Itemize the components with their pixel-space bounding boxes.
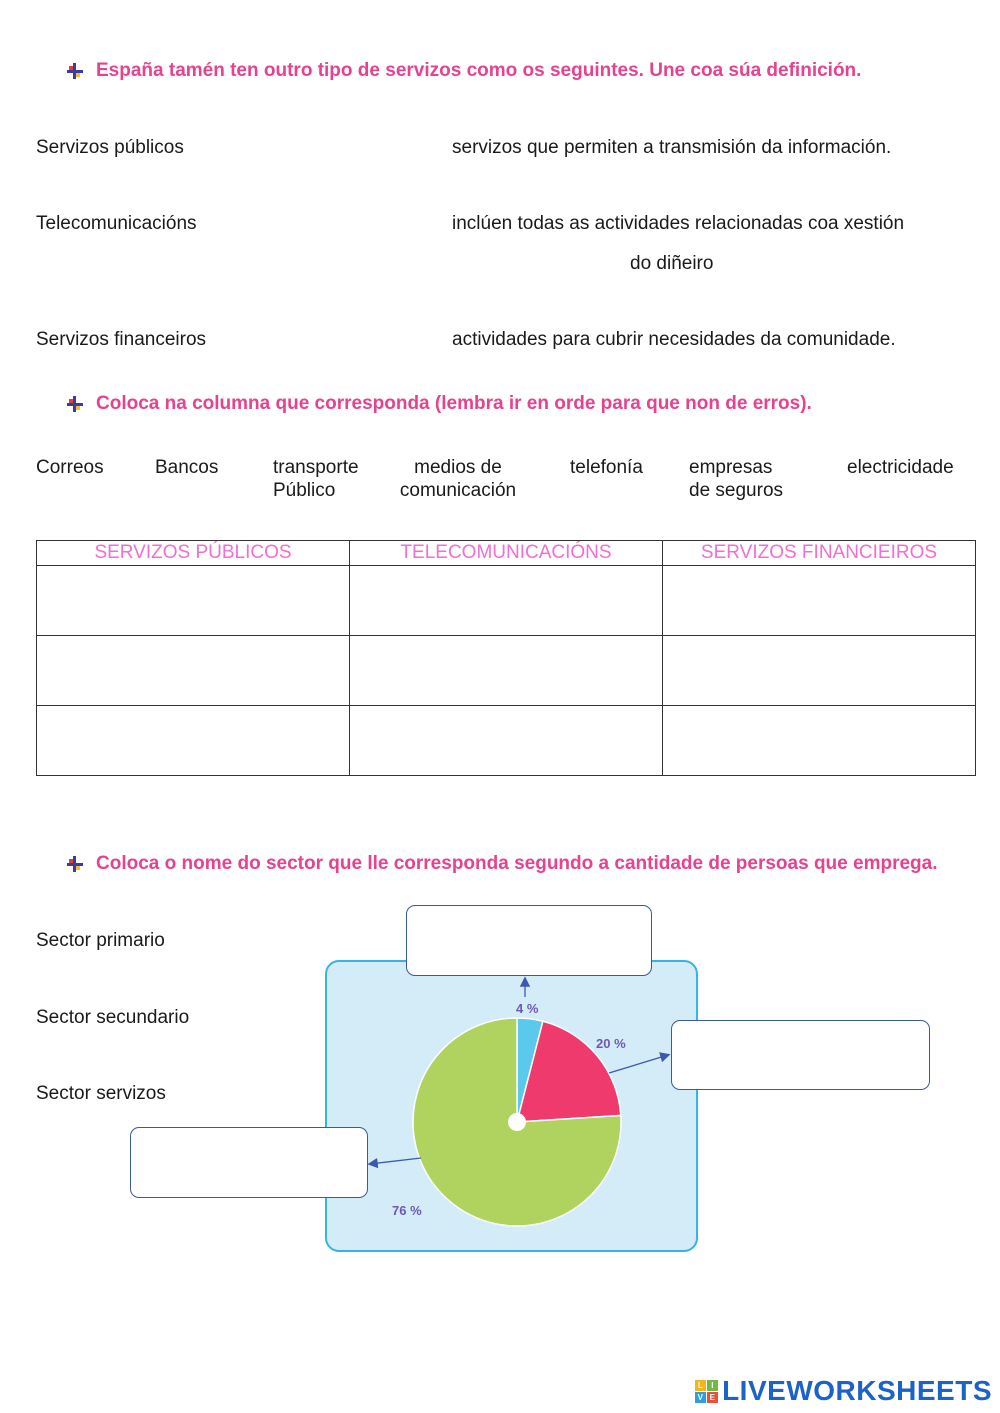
term-servizos-financeiros: Servizos financeiros bbox=[36, 329, 207, 350]
bullet-icon bbox=[66, 395, 84, 413]
word-item bbox=[689, 456, 783, 502]
header-servizos-publicos: SERVIZOS PÚBLICOS bbox=[37, 541, 350, 566]
brand-logo-cell: L bbox=[695, 1380, 706, 1391]
section2-heading-text: Coloca na columna que corresponda (lembra ir en orde para que non de erros). bbox=[96, 393, 812, 414]
word-line1: telefonía bbox=[570, 457, 643, 478]
word-item bbox=[273, 456, 359, 502]
pie-label-primary: 4 % bbox=[516, 1001, 539, 1016]
section3-heading-text: Coloca o nome do sector que lle corresponda segundo a cantidade de persoas que emprega. bbox=[96, 853, 938, 874]
bullet-icon bbox=[66, 855, 84, 873]
definition-2: inclúen todas as actividades relacionadas coa xestión bbox=[452, 213, 905, 234]
definition-3: actividades para cubrir necesidades da comunidade. bbox=[452, 329, 896, 350]
word-line1: empresas bbox=[689, 457, 773, 478]
word-item bbox=[155, 456, 218, 479]
answer-cell[interactable] bbox=[350, 566, 663, 636]
section2-heading bbox=[66, 393, 812, 415]
answer-cell[interactable] bbox=[663, 706, 976, 776]
definition-2-continued: do diñeiro bbox=[630, 253, 714, 274]
brand-logo-cell: V bbox=[695, 1392, 706, 1403]
word-line1: transporte bbox=[273, 457, 359, 478]
word-item bbox=[847, 456, 954, 479]
sorting-table bbox=[36, 540, 976, 776]
answer-box-secondary[interactable] bbox=[671, 1020, 930, 1090]
answer-cell[interactable] bbox=[663, 636, 976, 706]
sector-servizos: Sector servizos bbox=[36, 1083, 166, 1104]
answer-cell[interactable] bbox=[663, 566, 976, 636]
brand-logo-cell: E bbox=[707, 1392, 718, 1403]
section3-heading bbox=[66, 853, 937, 875]
term-servizos-publicos: Servizos públicos bbox=[36, 137, 184, 158]
pie-chart bbox=[325, 960, 698, 1252]
brand-logo-cell: I bbox=[707, 1380, 718, 1391]
answer-cell[interactable] bbox=[350, 706, 663, 776]
header-telecomunicacions: TELECOMUNICACIÓNS bbox=[350, 541, 663, 566]
table-row bbox=[37, 566, 976, 636]
definition-1: servizos que permiten a transmisión da información. bbox=[452, 137, 892, 158]
answer-cell[interactable] bbox=[350, 636, 663, 706]
word-line1: Correos bbox=[36, 457, 104, 478]
word-line2: comunicación bbox=[399, 480, 517, 501]
pie-label-secondary: 20 % bbox=[596, 1036, 626, 1051]
pie-label-services: 76 % bbox=[392, 1203, 422, 1218]
word-line1: electricidade bbox=[847, 457, 954, 478]
section1-heading bbox=[66, 60, 861, 82]
answer-box-services[interactable] bbox=[130, 1127, 368, 1198]
word-line2: Público bbox=[273, 480, 336, 501]
answer-cell[interactable] bbox=[37, 566, 350, 636]
bullet-icon bbox=[66, 62, 84, 80]
header-servizos-financeiros: SERVIZOS FINANCIEIROS bbox=[663, 541, 976, 566]
pie-center bbox=[508, 1113, 526, 1131]
word-item bbox=[570, 456, 643, 479]
word-item bbox=[36, 456, 104, 479]
answer-cell[interactable] bbox=[37, 636, 350, 706]
brand-name: LIVEWORKSHEETS bbox=[722, 1375, 992, 1406]
answer-cell[interactable] bbox=[37, 706, 350, 776]
section1-heading-text: España tamén ten outro tipo de servizos como os seguintes. Une coa súa definición. bbox=[96, 60, 862, 81]
table-row bbox=[37, 706, 976, 776]
word-line2: de seguros bbox=[689, 480, 784, 501]
liveworksheets-brand bbox=[695, 1375, 992, 1407]
term-telecomunicacions: Telecomunicacións bbox=[36, 213, 197, 234]
table-row bbox=[37, 636, 976, 706]
word-item bbox=[392, 456, 524, 502]
word-line1: medios de bbox=[414, 457, 502, 478]
sector-secundario: Sector secundario bbox=[36, 1007, 190, 1028]
answer-box-primary[interactable] bbox=[406, 905, 652, 976]
brand-logo-icon bbox=[695, 1380, 718, 1403]
sector-primario: Sector primario bbox=[36, 930, 165, 951]
word-line1: Bancos bbox=[155, 457, 219, 478]
